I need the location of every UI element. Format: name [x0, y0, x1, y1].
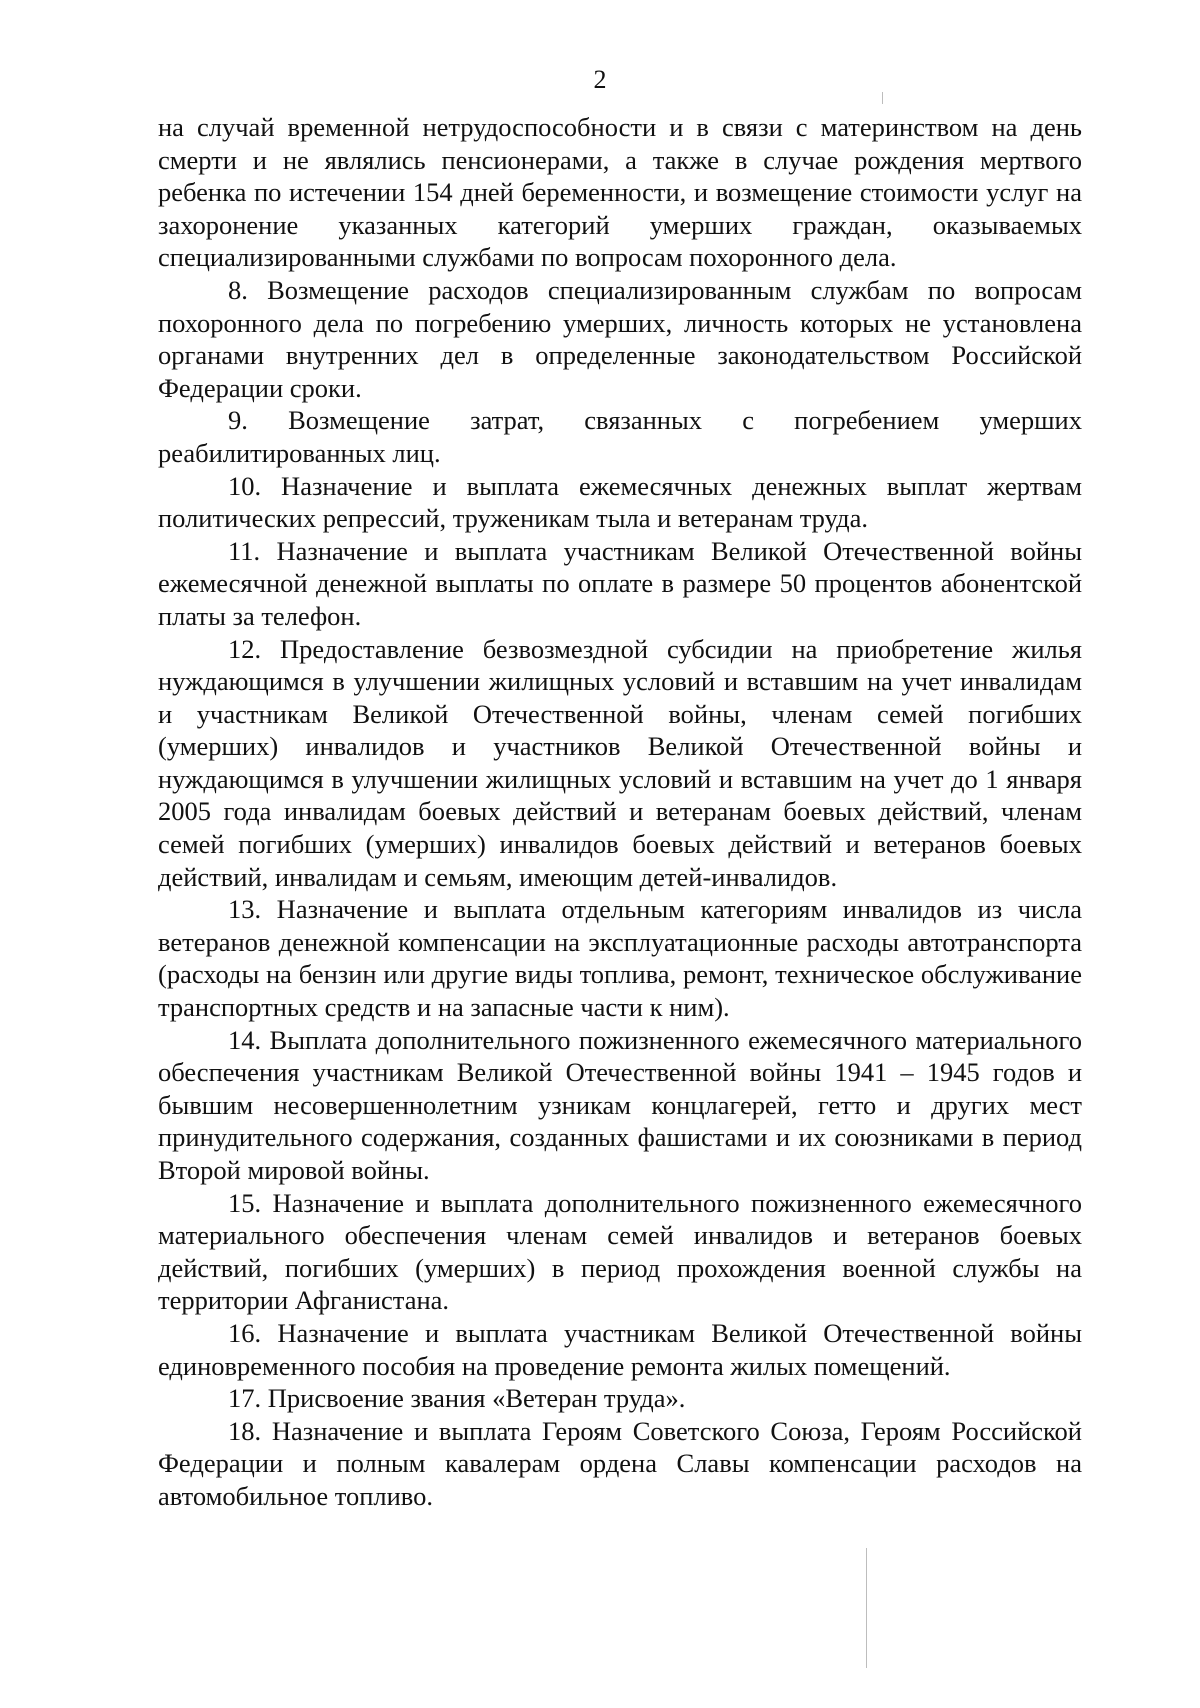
paragraph-item-9: 9. Возмещение затрат, связанных с погребением умерших реабилитированных лиц. [158, 405, 1082, 468]
paragraph-item-15: 15. Назначение и выплата дополнительного пожизненного ежемесячного материального обеспечения членам семей инвалидов и ветеранов боевых действий, погибших (умерших) в период прохождения военной службы на территории Афганистана. [158, 1187, 1082, 1316]
paragraph-item-12: 12. Предоставление безвозмездной субсидии на приобретение жилья нуждающимся в улучшении жилищных условий и вставшим на учет инвалидам и участникам Великой Отечественной войны, членам семей погибших (умерших) инвалидов и участников Великой Отечественной войны и нуждающимся в улучшении жилищных условий и вставшим на учет до 1 января 2005 года инвалидам боевых действий и ветеранам боевых действий, членам семей погибших (умерших) инвалидов боевых действий и ветеранов боевых действий, инвалидам и семьям, имеющим детей-инвалидов. [158, 633, 1082, 892]
paragraph-item-14: 14. Выплата дополнительного пожизненного ежемесячного материального обеспечения участникам Великой Отечественной войны 1941 – 1945 годов и бывшим несовершеннолетним узникам концлагерей, гетто и других мест принудительного содержания, созданных фашистами и их союзниками в период Второй мировой войны. [158, 1024, 1082, 1185]
paragraph-item-10: 10. Назначение и выплата ежемесячных денежных выплат жертвам политических репрессий, труженикам тыла и ветеранам труда. [158, 470, 1082, 534]
paragraph-continuation: на случай временной нетрудоспособности и в связи с материнством на день смерти и не являлись пенсионерами, а также в случае рождения мертвого ребенка по истечении 154 дней беременности, и возмещение стоимости услуг на захоронение указанных категорий умерших граждан, оказываемых специализированными службами по вопросам похоронного дела. [158, 112, 1082, 273]
paragraph-item-17: 17. Присвоение звания «Ветеран труда». [228, 1383, 686, 1414]
document-body [158, 111, 1082, 1513]
paragraph-item-11: 11. Назначение и выплата участникам Великой Отечественной войны ежемесячной денежной выплаты по оплате в размере 50 процентов абонентской платы за телефон. [158, 535, 1082, 631]
paragraph-item-8: 8. Возмещение расходов специализированным службам по вопросам похоронного дела по погребению умерших, личность которых не установлена органами внутренних дел в определенные законодательством Российской Федерации сроки. [158, 274, 1082, 403]
paragraph-item-16: 16. Назначение и выплата участникам Великой Отечественной войны единовременного пособия на проведение ремонта жилых помещений. [158, 1317, 1082, 1381]
page-number: 2 [593, 65, 607, 94]
paragraph-item-13: 13. Назначение и выплата отдельным категориям инвалидов из числа ветеранов денежной компенсации на эксплуатационные расходы автотранспорта (расходы на бензин или другие виды топлива, ремонт, техническое обслуживание транспортных средств и на запасные части к ним). [158, 894, 1082, 1023]
paragraph-item-18: 18. Назначение и выплата Героям Советского Союза, Героям Российской Федерации и полным кавалерам ордена Славы компенсации расходов на автомобильное топливо. [158, 1415, 1082, 1511]
scan-artifact-line [866, 1548, 867, 1668]
scan-artifact-line [882, 92, 883, 104]
